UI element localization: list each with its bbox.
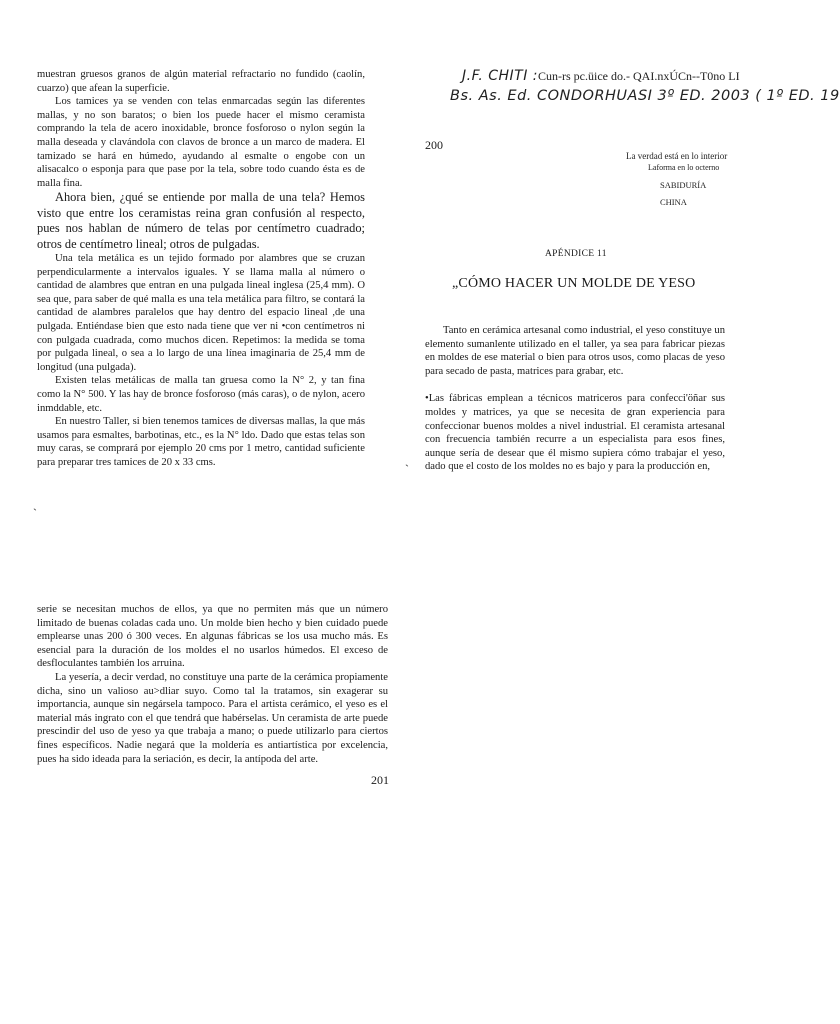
chapter-title: „CÓMO HACER UN MOLDE DE YESO <box>452 276 696 291</box>
page-number: 201 <box>371 773 389 787</box>
epigraph-line: Laforma en lo octerno <box>648 163 720 172</box>
epigraph-line: La verdad está en lo interior <box>626 151 728 161</box>
left-column-bottom <box>37 603 388 766</box>
stray-mark: ` <box>405 462 409 476</box>
handwritten-note-line-2: Bs. As. Ed. CONDORHUASI 3º ED. 2003 ( 1º ED. 19 <box>450 88 840 104</box>
paragraph: Ahora bien, ¿qué se entiende por malla de una tela? Hemos visto que entre los ceramistas reina gran confusión al respecto, pues nos hablan de número de telas por centímetro cuadrado; otros de centímetro lineal; otros de pulgadas. <box>37 190 365 251</box>
epigraph-line: CHINA <box>660 197 687 207</box>
paragraph: Tanto en cerámica artesanal como industrial, el yeso constituye un elemento sumanlente utilizado en el taller, ya sea para fabricar piezas en moldes de ese material o bien para otros usos, como placas de yeso para secado de pasta, matrices para grabar, etc. <box>425 325 725 377</box>
handwritten-note-line-1 <box>462 68 740 84</box>
handwritten-author: J.F. CHITI : <box>462 68 539 84</box>
paragraph: La yesería, a decir verdad, no constituye una parte de la cerámica propiamente dicha, sino un valioso au>dliar suyo. Como tal la tratamos, sin exagerar su importancia, aunque sin negársela tampoco. Para el artista cerámico, el yeso es el material más ingrato con el que tendrá que habérselas. Un ceramista de arte puede prescindir del uso de yeso ya que trabaja a mano; o puede utilizarlo para ciertos fines específicos. Nadie negará que la moldería es antiartística por excelencia, pues ha sido ideada para la seriación, es decir, la antípoda del arte. <box>37 671 388 765</box>
paragraph: •Las fábricas emplean a técnicos matriceros para confecci'öñar sus moldes y matrices, ya que se necesita de gran experiencia para confeccionar buenos moldes a nivel industrial. El ceramista artesanal con frecuencia también recurre a un especialista para esos fines, aunque sería de desear que él mismo supiera cómo trabajar el yeso, dado que el costo de los moldes no es bajo y para la producción en, <box>425 393 725 473</box>
paragraph: Los tamices ya se venden con telas enmarcadas según las diferentes mallas, y no son baratos; o bien los puede hacer el mismo ceramista comprando la tela de acero inoxidable, bronce fosforoso o nylon según la malla deseada y clavándola con clavos de bronce a un marco de madera. El tamizado se hará en húmedo, ayudando al esmalte o engobe con un alisacalco o esponja para que pase por la tela, sobre todo cuando ésta es de malla fina. <box>37 96 365 189</box>
page-number: 200 <box>425 138 443 152</box>
stray-mark: ` <box>33 506 37 520</box>
epigraph-line: SABIDURÍA <box>660 180 707 190</box>
left-column-top <box>37 68 365 469</box>
right-column-body <box>425 324 725 474</box>
appendix-label: APÉNDICE 11 <box>545 249 607 259</box>
handwritten-title: Cun-rs pc.üice do.- QAI.nxÚCn--T0no LI <box>538 69 740 83</box>
paragraph: Existen telas metálicas de malla tan gruesa como la N° 2, y tan fina como la N° 500. Y las hay de bronce fosforoso (más caras), o de nylon, acero inmddable, etc. <box>37 375 365 414</box>
paragraph: serie se necesitan muchos de ellos, ya que no permiten más que un número limitado de buenas coladas cada uno. Un molde bien hecho y bien cuidado puede emplearse unas 200 ó 300 veces. En algunas fábricas se los usa mucho más. Es esencial para la duración de los moldes el no usarlos húmedos. El exceso de desfloculantes también los arruina. <box>37 604 388 670</box>
paragraph: En nuestro Taller, si bien tenemos tamices de diversas mallas, la que más usamos para esmaltes, barbotinas, etc., es la N° ldo. Dado que estas telas son muy caras, se comprará por ejemplo 20 cms por 1 metro, cantidad suficiente para preparar tres tamices de 20 x 33 cms. <box>37 416 365 468</box>
paragraph: Una tela metálica es un tejido formado por alambres que se cruzan perpendicularmente a intervalos iguales. Y se llama malla al número o cantidad de alambres que entran en una pulgada lineal inglesa (25,4 mm). O sea que, para saber de qué malla es una tela metálica para filtro, se contará la cantidad de alambres paralelos que hay dentro del espacio lineal ,de una pulgada. Entiéndase bien que esto nada tiene que ver ni •con centímetros ni con pulgada cuadrada, como muchos dicen. Repetimos: la medida se toma por pulgada lineal, o sea a lo largo de una línea imaginaria de 25,4 mm de longitud (una pulgada). <box>37 252 365 373</box>
paragraph: muestran gruesos granos de algún material refractario no fundido (caolín, cuarzo) que afean la superficie. <box>37 69 365 94</box>
